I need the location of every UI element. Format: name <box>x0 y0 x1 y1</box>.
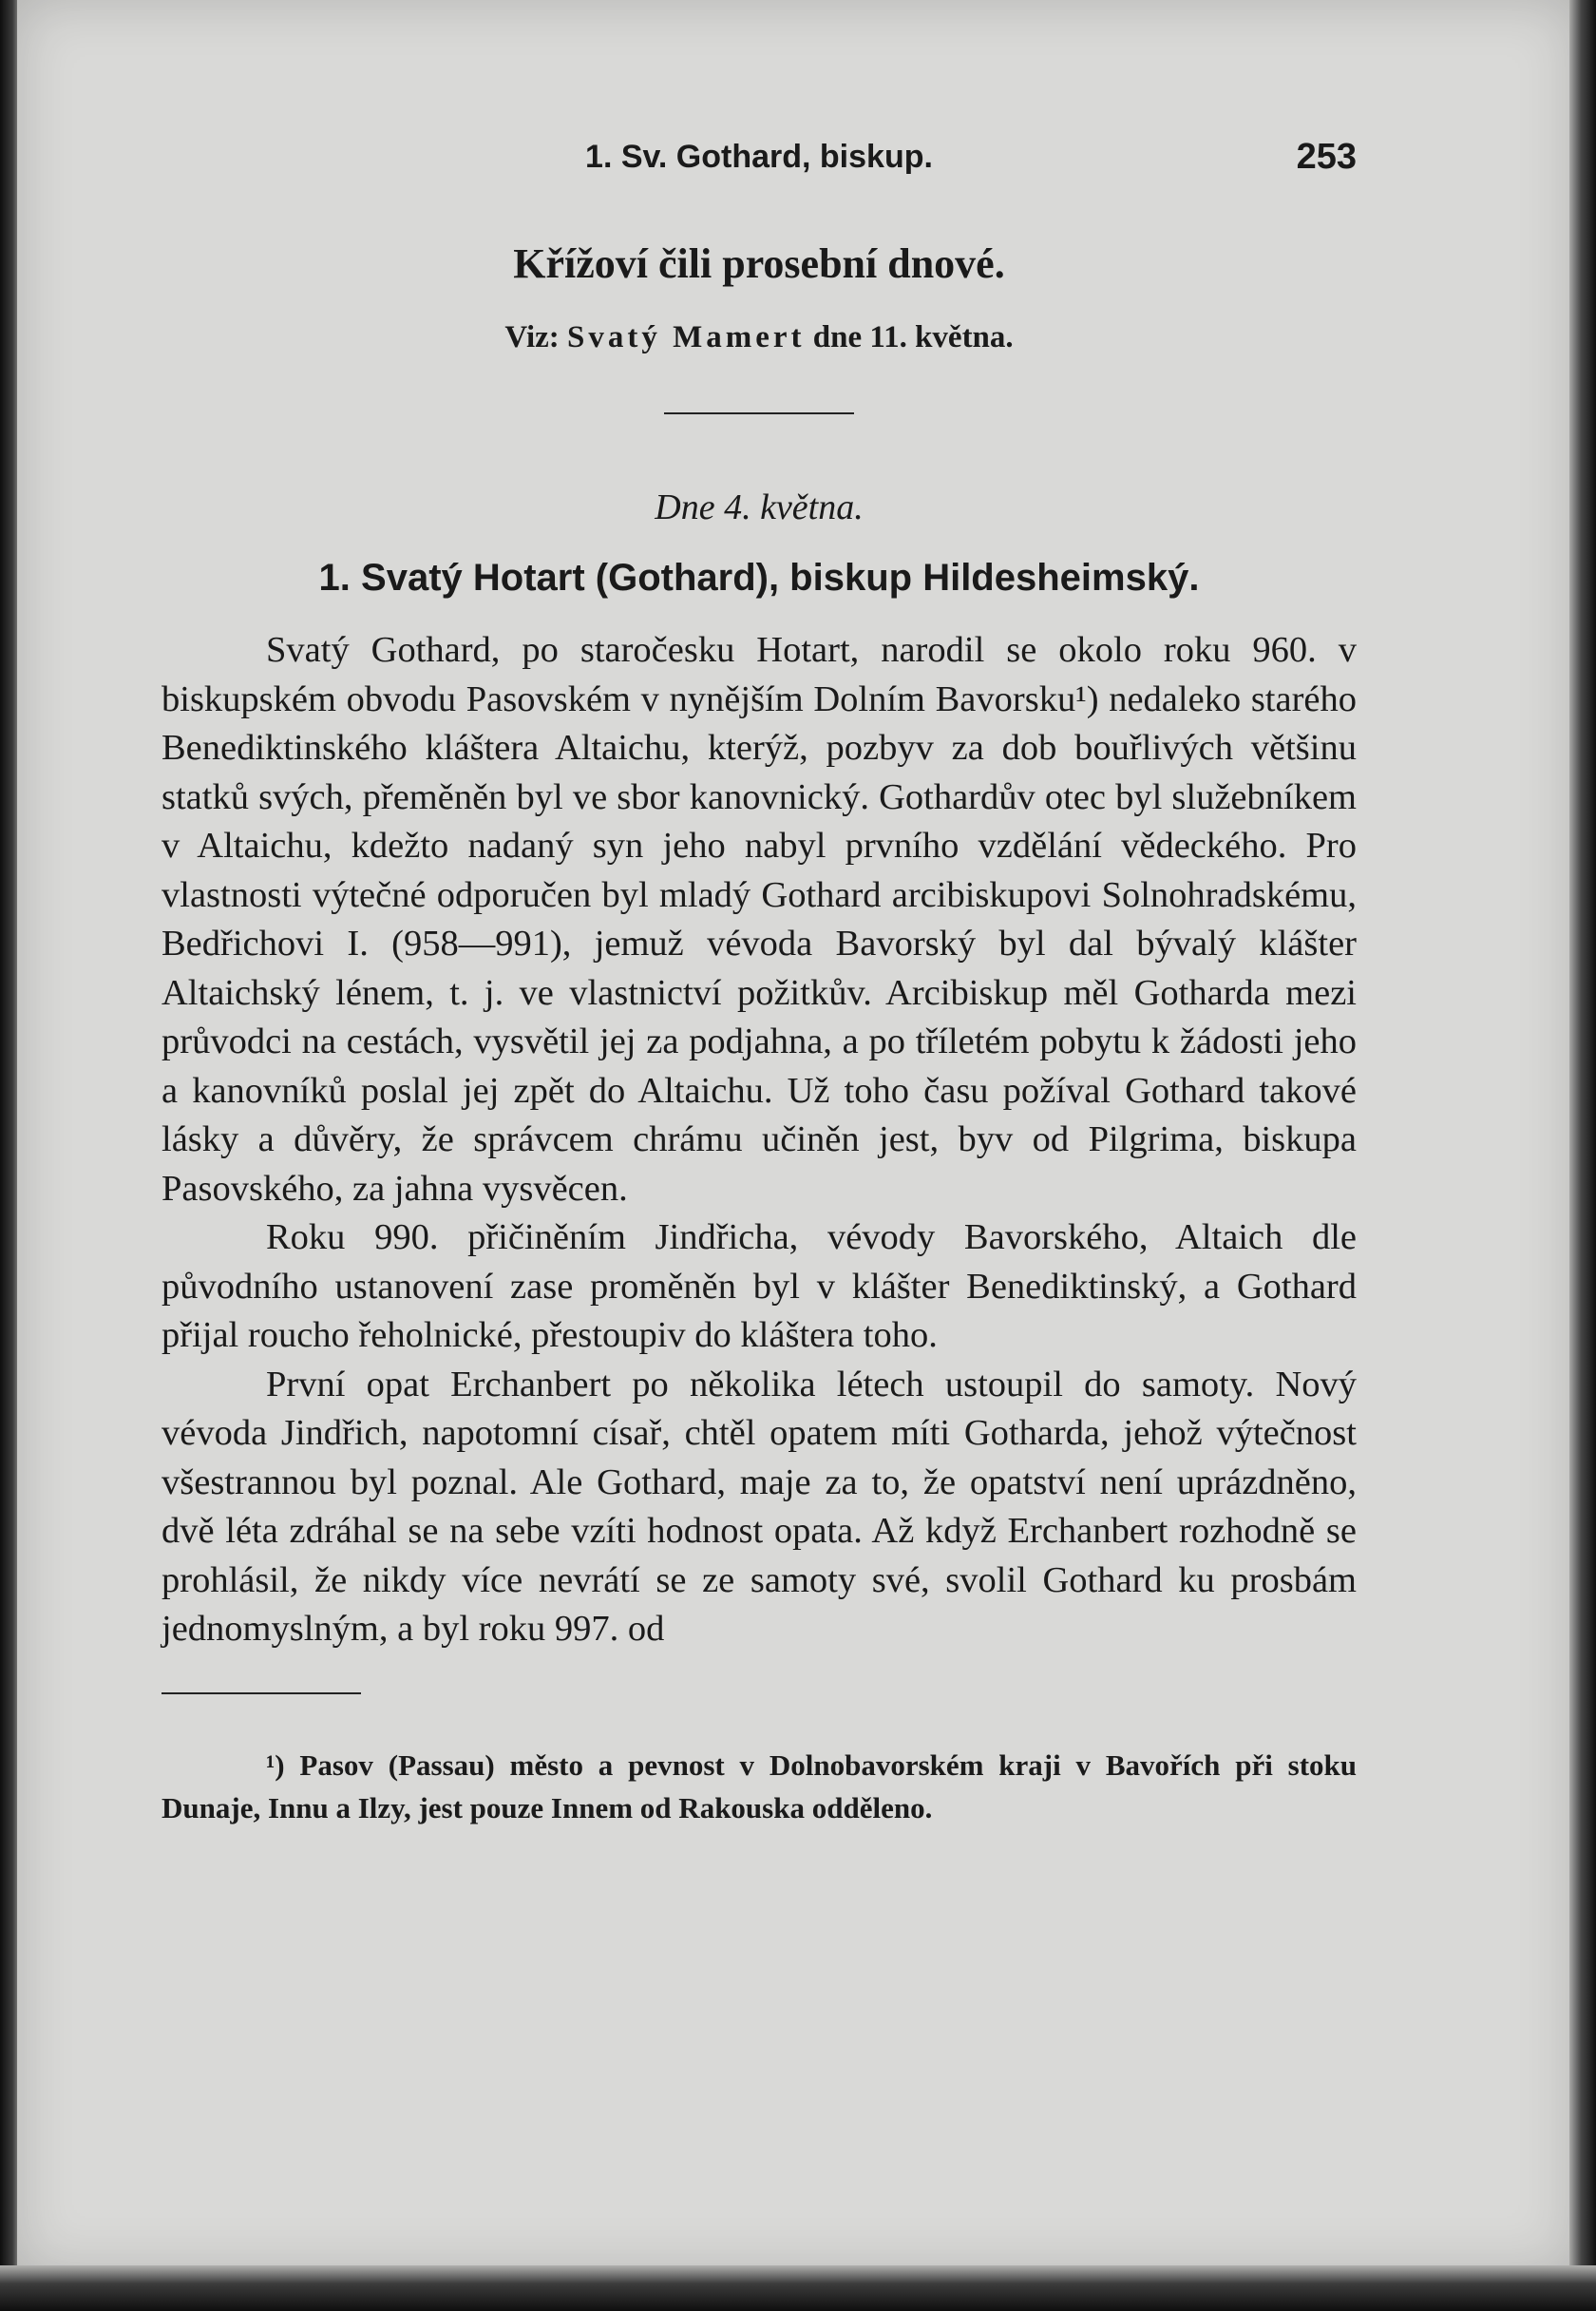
paragraph: Svatý Gothard, po staročesku Hotart, narodil se okolo roku 960. v biskupském obvodu Pasovském v nynějším Dolním Bavorsku¹) nedaleko starého Benediktinského kláštera Altaichu, kterýž, pozbyv za dob bouřlivých většinu statků svých, přeměněn byl ve sbor kanovnický. Gothardův otec byl služebníkem v Altaichu, kdežto nadaný syn jeho nabyl prvního vzdělání vědeckého. Pro vlastnosti výtečné odporučen byl mladý Gothard arcibiskupovi Solnohradskému, Bedřichovi I. (958—991), jemuž vévoda Bavorský byl dal bývalý klášter Altaichský lénem, t. j. ve vlastnictví požitkův. Arcibiskup měl Gotharda mezi průvodci na cestách, vysvětil jej za podjahna, a po tříletém pobytu k žádosti jeho a kanovníků poslal jej zpět do Altaichu. Už toho času požíval Gothard takové lásky a důvěry, že správcem chrámu učiněn jest, byv od Pilgrima, biskupa Pasovského, za jahna vysvěcen. <box>162 630 1357 1209</box>
page-content <box>162 133 1357 1829</box>
paragraph: První opat Erchanbert po několika létech ustoupil do samoty. Nový vévoda Jindřich, napotomní císař, chtěl opatem míti Gotharda, jehož výtečnost všestrannou byl poznal. Ale Gothard, maje za to, že opatství není uprázdněno, dvě léta zdráhal se na sebe vzíti hodnost opata. Až když Erchanbert rozhodně se prohlásil, že nikdy více nevrátí se ze samoty své, svolil Gothard ku prosbám jednomyslným, a byl roku 997. od <box>162 1364 1357 1649</box>
running-head <box>162 133 1357 186</box>
section-title: Křížoví čili prosební dnové. <box>513 240 1005 287</box>
section-divider <box>664 412 854 414</box>
entry-date: Dne 4. května. <box>655 487 864 527</box>
see-name: Svatý Mamert <box>567 320 806 354</box>
book-page <box>17 0 1575 2273</box>
paragraph: Roku 990. přičiněním Jindřicha, vévody Bavorského, Altaich dle původního ustanovení zase proměněn byl v klášter Benediktinský, a Gothard přijal roucho řeholnické, přestoupiv do kláštera toho. <box>162 1217 1357 1355</box>
see-date: dne 11. května. <box>812 320 1014 354</box>
page-number: 253 <box>1296 137 1357 177</box>
see-prefix: Viz: <box>504 320 560 354</box>
footnote: ¹) Pasov (Passau) město a pevnost v Dolnobavorském kraji v Bavořích při stoku Dunaje, Innu a Ilzy, jest pouze Innem od Rakouska odděleno. <box>162 1748 1357 1824</box>
body-text <box>162 626 1357 1654</box>
footnote-rule <box>162 1692 361 1694</box>
scan-bottom-edge <box>0 2265 1596 2311</box>
running-head-title: 1. Sv. Gothard, biskup. <box>585 139 933 175</box>
cross-reference <box>162 320 1357 355</box>
scan-right-edge <box>1569 0 1596 2311</box>
entry-heading: 1. Svatý Hotart (Gothard), biskup Hildesheimský. <box>318 557 1200 599</box>
